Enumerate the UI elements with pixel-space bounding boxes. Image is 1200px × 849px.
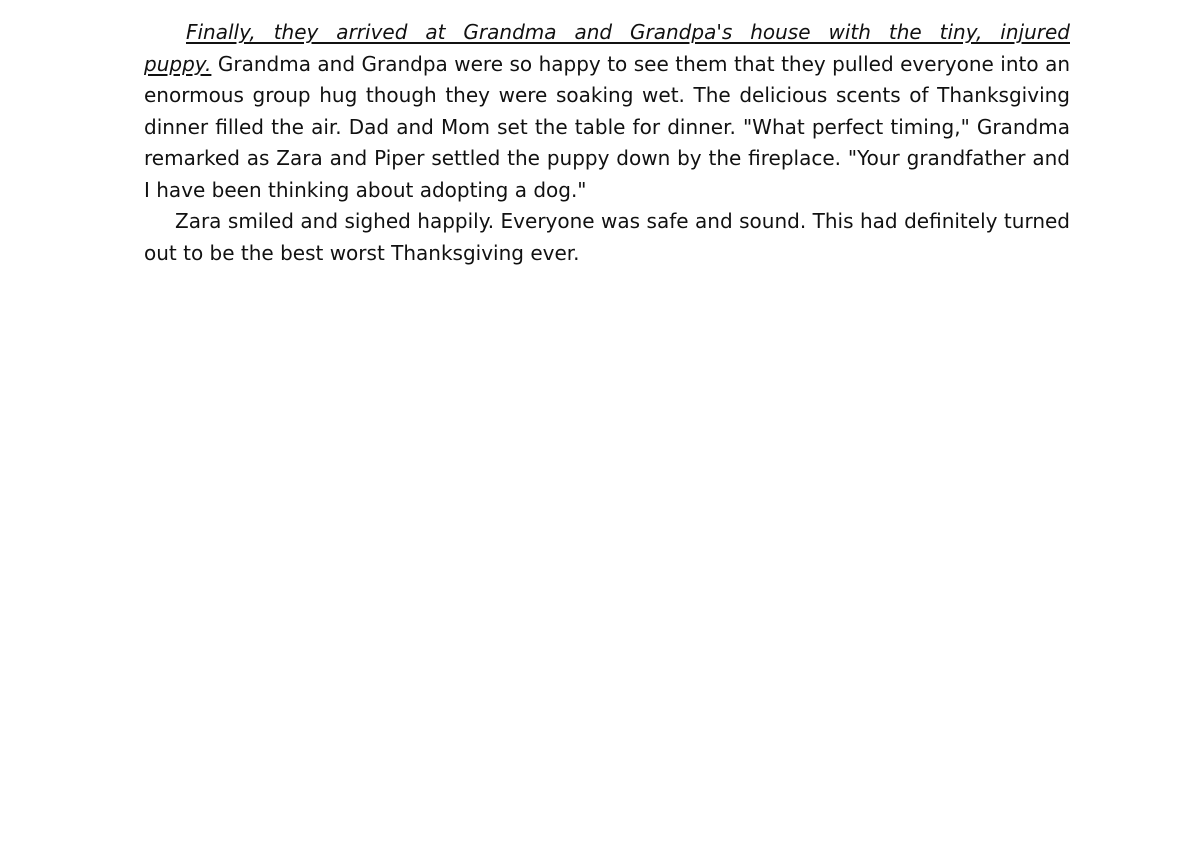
paragraph-2-body: Zara smiled and sighed happily. Everyone was safe and sound. This had definitely turned out to be the best worst Thanksgiving ever.: [144, 209, 1070, 265]
paragraph-1: [144, 17, 1070, 206]
paragraph-2: [144, 206, 1070, 269]
paragraph-1-body: Grandma and Grandpa were so happy to see them that they pulled everyone into an enormous group hug though they were soaking wet. The delicious scents of Thanksgiving dinner filled the air. Dad and Mom set the table for dinner. "What perfect timing," Grandma remarked as Zara and Piper settled the puppy down by the fireplace. "Your grandfather and I have been thinking about adopting a dog.": [144, 51, 1071, 202]
highlighted-sentence: Finally, they arrived at Grandma and Grandpa's house with the tiny, injured puppy.: [144, 20, 1070, 76]
story-text: [144, 17, 1070, 269]
